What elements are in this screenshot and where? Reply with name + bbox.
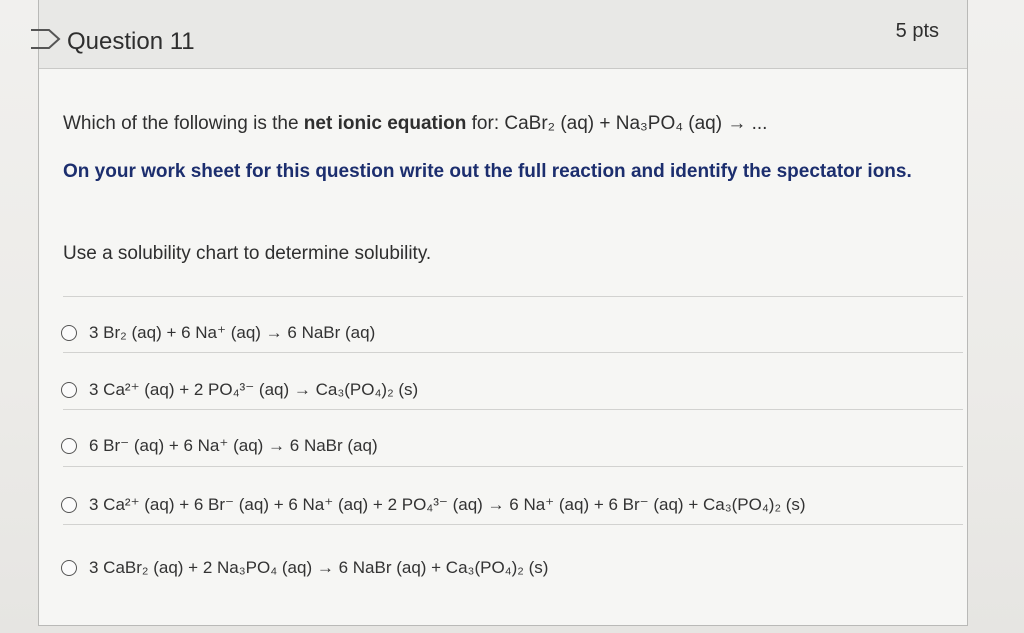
answer-divider [63, 524, 963, 525]
answer-option-label[interactable]: 6 Br⁻ (aq) + 6 Na⁺ (aq) → 6 NaBr (aq) [89, 436, 378, 455]
radio-button[interactable] [61, 560, 77, 576]
answer-option-label[interactable]: 3 CaBr₂ (aq) + 2 Na₃PO₄ (aq) → 6 NaBr (aq) + Ca₃(PO₄)₂ (s) [89, 558, 549, 577]
answer-option-label[interactable]: 3 Br₂ (aq) + 6 Na⁺ (aq) → 6 NaBr (aq) [89, 323, 376, 342]
answer-divider [63, 352, 963, 353]
question-hint: Use a solubility chart to determine solubility. [63, 243, 432, 264]
radio-button[interactable] [61, 325, 77, 341]
prompt-suffix: for: CaBr₂ (aq) + Na₃PO₄ (aq) → ... [471, 113, 768, 134]
answer-option-4[interactable] [61, 485, 806, 525]
question-points: 5 pts [895, 20, 939, 42]
answer-option-label[interactable]: 3 Ca²⁺ (aq) + 6 Br⁻ (aq) + 6 Na⁺ (aq) + 2 PO₄³⁻ (aq) → 6 Na⁺ (aq) + 6 Br⁻ (aq) + Ca₃(PO₄)₂ (s) [89, 495, 806, 514]
answer-option-5[interactable] [61, 548, 548, 588]
answer-option-3[interactable] [61, 426, 378, 466]
radio-button[interactable] [61, 438, 77, 454]
answer-divider [63, 296, 963, 297]
question-instruction: On your work sheet for this question write out the full reaction and identify the spectator ions. [63, 161, 912, 182]
answer-divider [63, 466, 963, 467]
radio-button[interactable] [61, 497, 77, 513]
question-header [39, 0, 967, 69]
prompt-bold: net ionic equation [303, 113, 467, 134]
answer-option-2[interactable] [61, 370, 418, 410]
collapse-arrow-icon[interactable] [29, 28, 63, 50]
answer-divider [63, 409, 963, 410]
radio-button[interactable] [61, 382, 77, 398]
question-card [38, 0, 968, 626]
answer-option-1[interactable] [61, 313, 375, 353]
question-prompt [63, 113, 767, 135]
answer-option-label[interactable]: 3 Ca²⁺ (aq) + 2 PO₄³⁻ (aq) → Ca₃(PO₄)₂ (s) [89, 380, 419, 399]
prompt-prefix: Which of the following is the [63, 113, 299, 134]
question-title: Question 11 [67, 28, 195, 55]
